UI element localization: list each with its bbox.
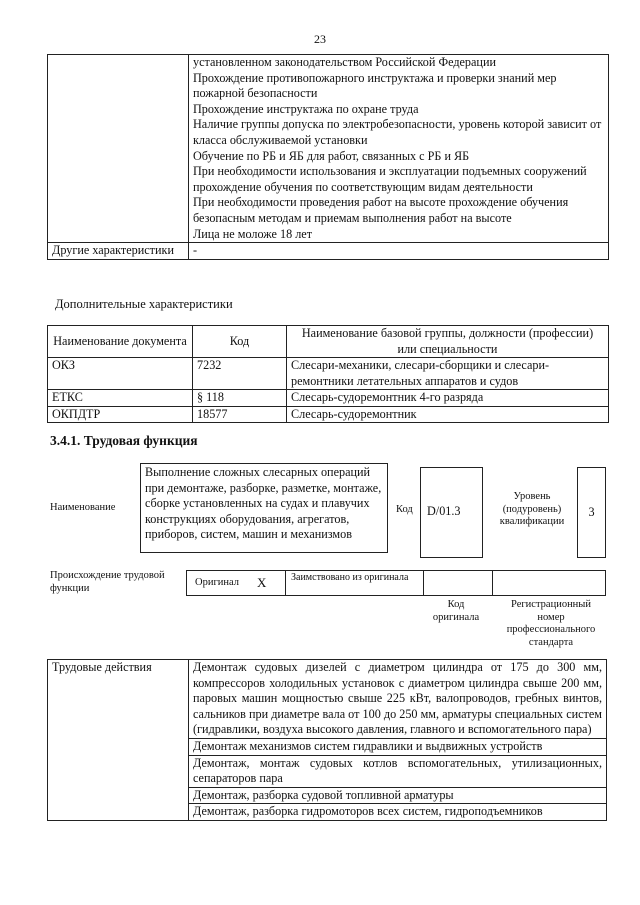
- table-header-row: [48, 326, 609, 358]
- requirement-line: Прохождение противопожарного инструктажа и проверки знаний мер пожарной безопасности: [193, 70, 557, 101]
- origin-label: Происхождение трудовой функции: [50, 570, 165, 594]
- additional-characteristics-table: [47, 325, 609, 423]
- labor-action-item: Демонтаж, разборка судовой топливной арматуры: [189, 787, 607, 804]
- table-cell: ОКЗ: [48, 358, 193, 390]
- table-row: [48, 390, 609, 407]
- column-header: Код: [193, 326, 287, 358]
- qualification-level-label: Уровень (подуровень) квалификации: [499, 491, 565, 527]
- code-original-label: Код оригинала: [432, 599, 480, 623]
- page-number: 23: [314, 32, 326, 46]
- table-cell: Слесарь-судоремонтник 4-го разряда: [287, 390, 609, 407]
- column-header: Наименование базовой группы, должности (профессии) или специальности: [287, 326, 609, 358]
- origin-box: [186, 570, 606, 596]
- additional-characteristics-title: Дополнительные характеристики: [55, 297, 233, 311]
- labor-action-item: Демонтаж, разборка гидромоторов всех систем, гидроподъемников: [189, 804, 607, 821]
- table-row: [48, 243, 609, 260]
- labor-actions-table: [47, 659, 607, 821]
- other-characteristics-label: Другие характеристики: [48, 243, 189, 260]
- original-label: Оригинал: [195, 577, 239, 588]
- table-cell: ОКПДТР: [48, 406, 193, 423]
- function-name-value: Выполнение сложных слесарных операций при демонтаже, разборке, разметке, монтаже, сборке установленных на судах и плавучих конструкциях оборудования, агрегатов, приборов, систем, машин и механизмов: [140, 463, 388, 553]
- table-cell: ЕТКС: [48, 390, 193, 407]
- requirement-line: Лица не моложе 18 лет: [193, 226, 313, 241]
- labor-actions-label: Трудовые действия: [48, 660, 189, 821]
- requirements-value-cell: [189, 55, 609, 243]
- qualification-level-value: 3: [577, 467, 606, 558]
- requirement-line: установленном законодательством Российской Федерации: [193, 55, 497, 69]
- labor-action-item: Демонтаж механизмов систем гидравлики и выдвижных устройств: [189, 738, 607, 755]
- requirement-line: Прохождение инструктажа по охране труда: [193, 101, 419, 116]
- other-characteristics-value: -: [189, 243, 609, 260]
- requirements-table: [47, 54, 609, 260]
- registration-number-label: Регистрационный номер профессионального стандарта: [506, 599, 596, 648]
- column-header: Наименование документа: [48, 326, 193, 358]
- labor-action-item: Демонтаж, монтаж судовых котлов вспомогательных, утилизационных, сепараторов пара: [189, 755, 607, 787]
- divider: [285, 570, 286, 596]
- requirement-line: При необходимости использования и эксплуатации подъемных сооружений прохождение обучения по соответствующим видам деятельности: [193, 164, 587, 194]
- function-code-value: D/01.3: [420, 467, 483, 558]
- table-row: [48, 406, 609, 423]
- requirement-line: Наличие группы допуска по электробезопасности, уровень которой зависит от класса обслуживаемой установки: [193, 117, 602, 147]
- requirement-line: Обучение по РБ и ЯБ для работ, связанных с РБ и ЯБ: [193, 148, 470, 163]
- table-cell: 18577: [193, 406, 287, 423]
- table-cell: Слесари-механики, слесари-сборщики и слесари-ремонтники летательных аппаратов и судов: [287, 358, 609, 390]
- table-cell: 7232: [193, 358, 287, 390]
- table-row: [48, 358, 609, 390]
- divider: [423, 570, 424, 596]
- code-label: Код: [396, 504, 413, 515]
- table-cell: Слесарь-судоремонтник: [287, 406, 609, 423]
- labor-action-item: Демонтаж судовых дизелей с диаметром цилиндра от 175 до 300 мм, компрессоров холодильных установок с диаметром цилиндра свыше 200 мм, паровых машин мощностью свыше 225 кВт, валопроводов, гребных винтов, сальников при диаметре вала от 100 до 250 мм, арматуры специальных систем (гидравлики, воздуха высокого давления, главного и вспомогательного пара): [189, 660, 607, 739]
- requirement-line: При необходимости проведения работ на высоте прохождение обучения безопасным методам и приемам выполнения работ на высоте: [193, 195, 569, 225]
- original-mark: X: [257, 575, 267, 590]
- function-name-label: Наименование: [50, 502, 116, 513]
- borrowed-label: Заимствовано из оригинала: [291, 572, 409, 583]
- divider: [492, 570, 493, 596]
- function-heading: 3.4.1. Трудовая функция: [50, 433, 198, 448]
- table-row: [48, 660, 607, 739]
- requirements-label-cell: [48, 55, 189, 243]
- table-row: [48, 55, 609, 243]
- table-cell: § 118: [193, 390, 287, 407]
